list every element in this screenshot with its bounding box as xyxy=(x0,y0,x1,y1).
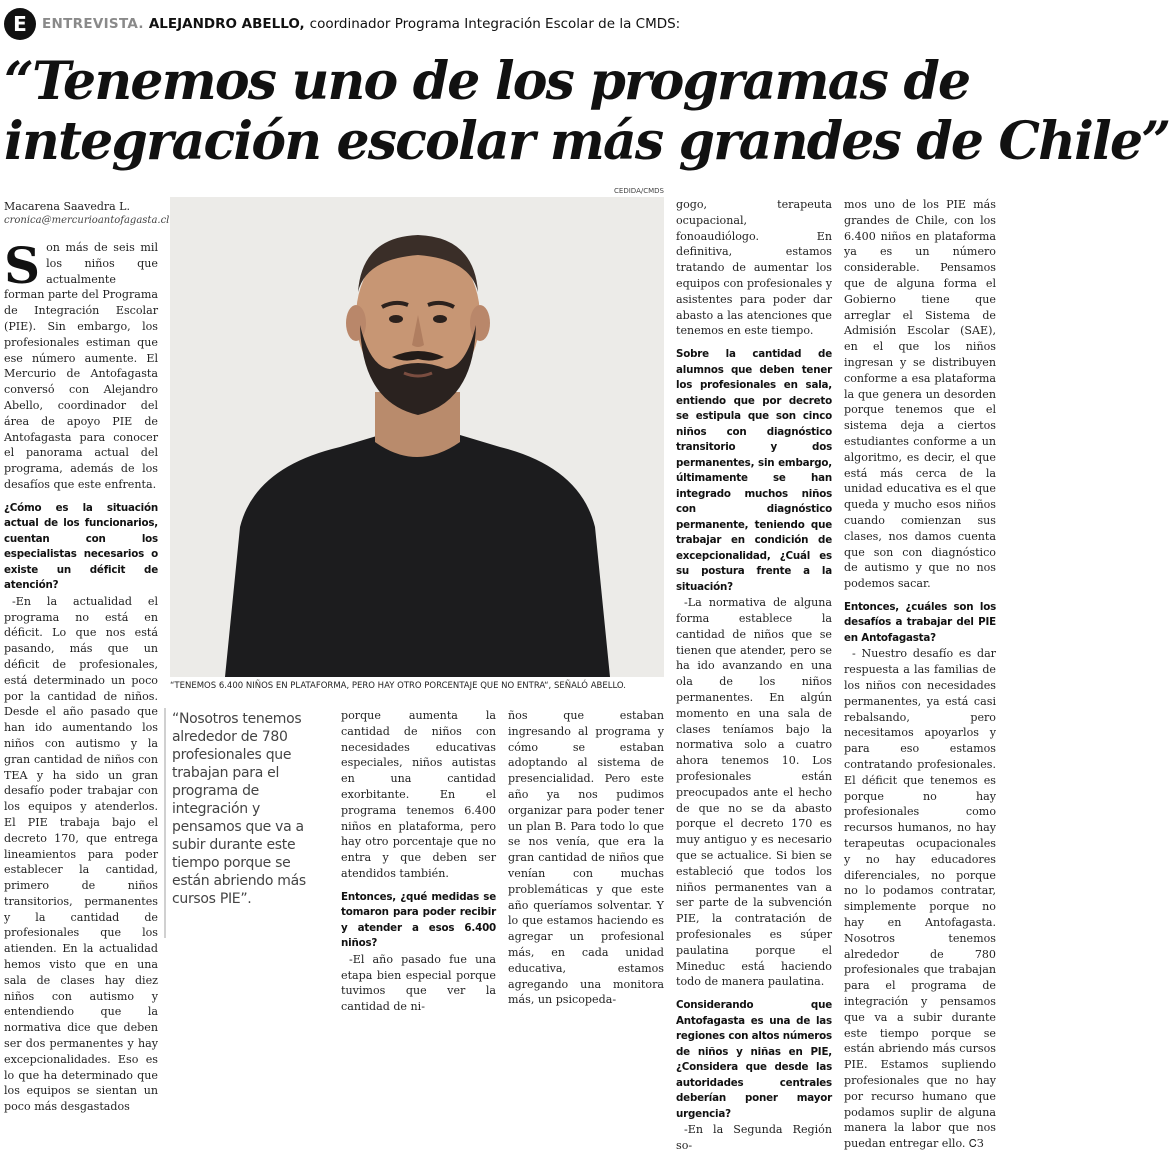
headline xyxy=(4,51,1169,172)
pullquote-rule xyxy=(164,708,166,938)
answer-1: -En la actualidad el programa no está en déficit. Lo que nos está pasando, más que un déficit de profesionales, está determinado un poco por la cantidad de niños. Desde el año pasado que han ido aumentando los niños con autismo y la gran cantidad de niños con TEA y ha sido un gran desafío poder trabajar con los equipos y atenderlos. El PIE trabaja bajo el decreto 170, que entrega lineamientos para poder establecer la cantidad, primero de niños transitorios, permanentes y la cantidad de profesionales que los atienden. En la actualidad hemos visto que en una sala de clases hay diez niños con autismo y entendiendo que la normativa dice que deben ser dos permanentes y hay excepcionalidades. Eso es lo que ha determinado que los equipos se sientan un poco más desgastados xyxy=(4,594,158,1114)
question-5: Entonces, ¿cuáles son los desafíos a trabajar del PIE en Antofagasta? xyxy=(844,600,996,644)
question-1: ¿Cómo es la situación actual de los funcionarios, cuentan con los especialistas necesarios o existe un déficit de atención? xyxy=(4,501,158,592)
column-3 xyxy=(508,708,664,1007)
byline xyxy=(4,200,184,228)
column-1 xyxy=(4,236,158,1114)
portrait-illustration xyxy=(170,197,664,677)
intro-text: on más de seis mil los niños que actualmente forman parte del Programa de Integración Escolar (PIE). Sin embargo, los profesionales estiman que ese número aumente. El Mercurio de Antofagasta conversó con Alejandro Abello, coordinador del área de apoyo PIE de Antofagasta para conocer el panorama actual del programa, además de los desafíos que este enfrenta. xyxy=(4,241,158,491)
column-5 xyxy=(844,197,996,1151)
headline-line-2: integración escolar más grandes de Chile” xyxy=(4,111,1169,172)
answer-4-start: -En la Segunda Región so- xyxy=(676,1123,832,1152)
section-label: ENTREVISTA. xyxy=(42,16,144,32)
answer-4-continued: mos uno de los PIE más grandes de Chile, con los 6.400 niños en plataforma ya es un número considerable. Pensamos que de alguna forma el Gobierno tiene que arreglar el Sistema de Admisión Escolar (SAE), en el que los niños ingresan y se distribuyen conforme a esa plataforma la que genera un desorden porque tenemos que el sistema deja a ciertos estudiantes conforme a un algoritmo, es decir, el que está más cerca de la unidad educativa es el que queda y mucho esos niños cuando comienzan sus clases, nos damos cuenta que son con diagnóstico de autismo y que no nos podemos sacar. xyxy=(844,198,996,591)
interviewee-name: ALEJANDRO ABELLO, xyxy=(148,16,305,32)
answer-3: -La normativa de alguna forma establece la cantidad de niños que se tienen que atender, pero se ha ido avanzando en una ola de los niños permanentes. En algún momento en una sala de clases teníamos bajo la normativa solo a cuatro ahora tenemos 10. Los profesionales están preocupados ante el hecho de que no se da abasto porque el decreto 170 es muy antiguo y es necesario que se actualice. Si bien se estableció que todos los niños permanentes van a ser parte de la subvención PIE, la contratación de profesionales es súper paulatina porque el Mineduc está haciendo todo de manera paulatina. xyxy=(676,596,832,989)
question-4: Considerando que Antofagasta es una de las regiones con altos números de niños y niñas en PIE, ¿Considera que desde las autoridades centrales deberían poner mayor urgencia? xyxy=(676,999,832,1120)
section-badge: E xyxy=(4,8,36,40)
column-4 xyxy=(676,197,832,1152)
author-email: cronica@mercurioantofagasta.cl xyxy=(4,215,170,226)
answer-5: - Nuestro desafío es dar respuesta a las familias de los niños con necesidades permanentes, ya está casi rebalsando, pero necesitamos apoyarlos y para eso estamos contratando profesionales. El déficit que tenemos es porque no hay profesionales como recursos humanos, no hay terapeutas ocupacionales y no hay educadores diferenciales, no porque no lo podamos contratar, simplemente porque no hay en Antofagasta. Nosotros tenemos alrededor de 780 profesionales que trabajan para el programa de integración y pensamos que va a subir durante este tiempo porque se están abriendo más cursos PIE. Estamos supliendo profesionales que no hay por recurso humano que podamos suplir de alguna manera la labor que nos puedan entregar ello. ᏟЗ xyxy=(844,647,996,1151)
headline-line-1: “Tenemos uno de los programas de xyxy=(4,51,970,112)
answer-2-end: gogo, terapeuta ocupacional, fonoaudiólogo. En definitiva, estamos tratando de aumentar los equipos con profesionales y asistentes para poder dar abasto a las atenciones que tenemos en este tiempo. xyxy=(676,198,832,338)
answer-2-continued: ños que estaban ingresando al programa y cómo se estaban adoptando al sistema de presencialidad. Pero este año ya nos pudimos organizar para poder tener un plan B. Para todo lo que se nos venía, que era la gran cantidad de niños que venían con muchas problemáticas y que este año queríamos solventar. Y lo que estamos haciendo es agregar un profesional más, en cada unidad educativa, estamos agregando una monitora más, un psicopeda- xyxy=(508,709,664,1007)
question-2: Entonces, ¿qué medidas se tomaron para poder recibir y atender a esos 6.400 niños? xyxy=(341,890,496,950)
answer-1-continued: porque aumenta la cantidad de niños con necesidades educativas especiales, niños autistas en una cantidad exorbitante. En el programa tenemos 6.400 niños en plataforma, pero hay otro porcentaje que no entra y que deben ser atendidos también. xyxy=(341,709,496,880)
interviewee-role: coordinador Programa Integración Escolar de la CMDS: xyxy=(309,16,681,32)
pullquote: “Nosotros tenemos alrededor de 780 profesionales que trabajan para el programa de integración y pensamos que va a subir durante este tiempo porque se están abriendo más cursos PIE”. xyxy=(172,711,306,907)
photo-credit: CEDIDA/CMDS xyxy=(614,187,664,195)
intro-paragraph xyxy=(4,236,158,493)
photo-caption: “TENEMOS 6.400 NIÑOS EN PLATAFORMA, PERO HAY OTRO PORCENTAJE QUE NO ENTRA“, SEÑALÓ ABELLO. xyxy=(170,681,626,691)
portrait-photo xyxy=(170,197,664,677)
answer-2-start: -El año pasado fue una etapa bien especial porque tuvimos que ver la cantidad de ni- xyxy=(341,952,496,1014)
question-3: Sobre la cantidad de alumnos que deben tener los profesionales en sala, entiendo que por decreto se estipula que son cinco niños con diagnóstico transitorio y dos permanentes, sin embargo, últimamente se han integrado muchos niños con diagnóstico permanente, teniendo que trabajar en condición de excepcionalidad, ¿Cuál es su postura frente a la situación? xyxy=(676,348,832,593)
column-2 xyxy=(341,708,496,1014)
author-name: Macarena Saavedra L. xyxy=(4,200,130,213)
drop-cap: S xyxy=(4,236,41,295)
kicker xyxy=(4,6,680,42)
